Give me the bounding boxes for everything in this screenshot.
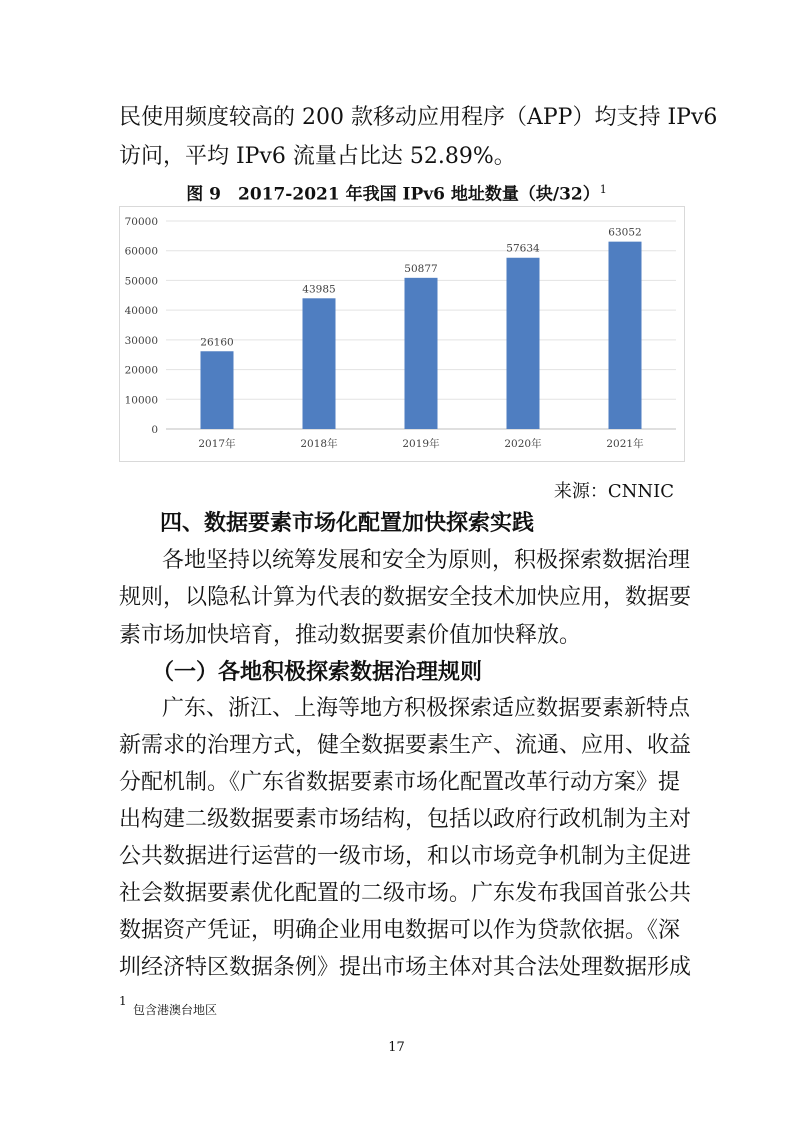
intro-line-2: 访问，平均 IPv6 流量占比达 52.89%。 xyxy=(119,144,516,169)
body-line-5: 公共数据进行运营的一级市场，和以市场竞争机制为主促进 xyxy=(119,844,692,869)
section-line-1: 各地坚持以统筹发展和安全为原则，积极探索数据治理 xyxy=(162,548,691,573)
bar xyxy=(507,258,540,429)
bar xyxy=(609,242,642,429)
x-tick-label: 2021年 xyxy=(606,438,644,450)
body-line-6: 社会数据要素优化配置的二级市场。广东发布我国首张公共 xyxy=(119,881,692,906)
bar xyxy=(201,351,234,429)
data-label: 26160 xyxy=(200,336,234,349)
x-tick-label: 2020年 xyxy=(504,438,542,450)
x-tick-label: 2019年 xyxy=(402,438,440,450)
chart-svg xyxy=(120,207,686,463)
body-line-3: 分配机制。《广东省数据要素市场化配置改革行动方案》提 xyxy=(119,770,681,795)
y-tick-label: 30000 xyxy=(124,334,158,347)
figure-source: 来源：CNNIC xyxy=(553,481,674,502)
section-line-3: 素市场加快培育，推动数据要素价值加快释放。 xyxy=(119,623,582,648)
figure-caption-text: 图 9 2017-2021 年我国 IPv6 地址数量（块/32） xyxy=(186,184,600,205)
subheading: （一）各地积极探索数据治理规则 xyxy=(152,659,483,685)
x-tick-label: 2017年 xyxy=(198,438,236,450)
footnote-text: 包含港澳台地区 xyxy=(133,1003,218,1017)
body-line-8: 圳经济特区数据条例》提出市场主体对其合法处理数据形成 xyxy=(119,955,692,980)
x-tick-label: 2018年 xyxy=(300,438,338,450)
y-tick-label: 10000 xyxy=(124,394,158,407)
bar-chart xyxy=(119,206,685,462)
data-label: 43985 xyxy=(302,283,336,296)
figure-caption xyxy=(0,178,793,207)
bar xyxy=(405,278,438,429)
data-label: 63052 xyxy=(608,226,642,239)
data-label: 50877 xyxy=(404,262,438,275)
body-line-7: 数据资产凭证，明确企业用电数据可以作为贷款依据。《深 xyxy=(119,918,681,943)
y-tick-label: 60000 xyxy=(124,245,158,258)
body-line-1: 广东、浙江、上海等地方积极探索适应数据要素新特点 xyxy=(162,696,691,721)
body-line-2: 新需求的治理方式，健全数据要素生产、流通、应用、收益 xyxy=(119,733,692,758)
footnote-mark: 1 xyxy=(119,994,127,1008)
footnote-ref: 1 xyxy=(599,183,607,196)
y-tick-label: 0 xyxy=(151,424,158,436)
y-tick-label: 40000 xyxy=(124,305,158,318)
bar xyxy=(303,298,336,429)
body-line-4: 出构建二级数据要素市场结构，包括以政府行政机制为主对 xyxy=(119,807,692,832)
page-number: 17 xyxy=(388,1040,405,1055)
y-tick-label: 70000 xyxy=(124,216,158,228)
y-tick-label: 50000 xyxy=(124,275,158,288)
y-tick-label: 20000 xyxy=(124,364,158,377)
section-line-2: 规则，以隐私计算为代表的数据安全技术加快应用，数据要 xyxy=(119,585,692,610)
section-heading: 四、数据要素市场化配置加快探索实践 xyxy=(160,510,535,536)
intro-line-1: 民使用频度较高的 200 款移动应用程序（APP）均支持 IPv6 xyxy=(119,105,718,130)
data-label: 57634 xyxy=(506,242,540,255)
